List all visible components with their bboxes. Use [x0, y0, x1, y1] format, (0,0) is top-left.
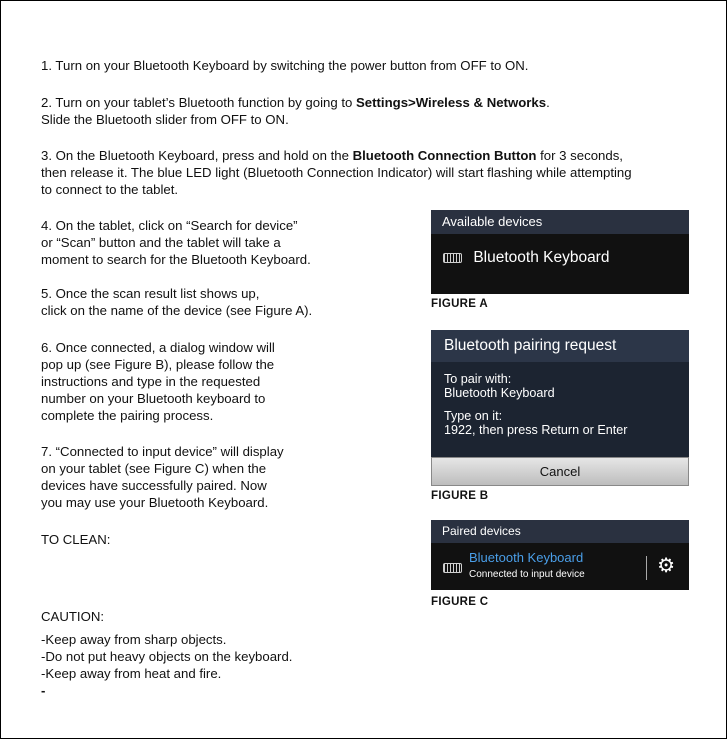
figure-c-panel	[431, 520, 689, 590]
figure-c-status: Connected to input device	[469, 569, 585, 580]
figure-a-device-row[interactable]	[443, 249, 609, 267]
step-4-line-1: 4. On the tablet, click on “Search for device”	[41, 218, 298, 233]
settings-path: Settings>Wireless & Networks	[356, 95, 547, 110]
step-1	[41, 57, 528, 74]
divider	[646, 556, 647, 580]
step-2-period: .	[546, 95, 550, 110]
step-7-line-1: 7. “Connected to input device” will display	[41, 444, 284, 459]
step-3-text: 3. On the Bluetooth Keyboard, press and hold on the	[41, 148, 353, 163]
type-on-it-label: Type on it:	[444, 409, 503, 423]
step-5	[41, 285, 312, 319]
pairing-code: 1922, then press Return or Enter	[444, 423, 628, 437]
step-1-text: 1. Turn on your Bluetooth Keyboard by switching the power button from OFF to ON.	[41, 58, 529, 73]
figure-b-label: FIGURE B	[431, 490, 489, 502]
figure-b-dialog	[431, 330, 689, 486]
figure-b-title: Bluetooth pairing request	[431, 330, 689, 362]
connection-button-name: Bluetooth Connection Button	[352, 148, 537, 163]
step-7-line-4: you may use your Bluetooth Keyboard.	[41, 495, 269, 510]
caution-item: -Keep away from sharp objects.	[41, 632, 227, 647]
figure-a-device-name: Bluetooth Keyboard	[473, 249, 610, 266]
caution-item: -Do not put heavy objects on the keyboard.	[41, 649, 293, 664]
step-4-line-3: moment to search for the Bluetooth Keyboard.	[41, 252, 311, 267]
step-6-line-2: pop up (see Figure B), please follow the	[41, 357, 275, 372]
step-2-text: 2. Turn on your tablet’s Bluetooth function by going to	[41, 95, 356, 110]
step-3	[41, 147, 632, 198]
step-6-line-1: 6. Once connected, a dialog window will	[41, 340, 275, 355]
step-5-line-1: 5. Once the scan result list shows up,	[41, 286, 260, 301]
step-2-line-2: Slide the Bluetooth slider from OFF to ON.	[41, 112, 289, 127]
step-5-line-2: click on the name of the device (see Figure A).	[41, 303, 313, 318]
clean-title: TO CLEAN:	[41, 532, 111, 547]
step-7-line-2: on your tablet (see Figure C) when the	[41, 461, 267, 476]
step-6-line-3: instructions and type in the requested	[41, 374, 261, 389]
figure-a-label: FIGURE A	[431, 298, 488, 310]
step-4	[41, 217, 311, 268]
pair-device-name: Bluetooth Keyboard	[444, 386, 555, 400]
caution-item: -Keep away from heat and fire.	[41, 666, 222, 681]
step-6	[41, 339, 275, 424]
step-4-line-2: or “Scan” button and the tablet will take a	[41, 235, 281, 250]
figure-b-body	[444, 372, 627, 437]
step-6-line-5: complete the pairing process.	[41, 408, 214, 423]
step-6-line-4: number on your Bluetooth keyboard to	[41, 391, 266, 406]
keyboard-icon	[443, 253, 462, 263]
step-7-line-3: devices have successfully paired. Now	[41, 478, 267, 493]
caution-list	[41, 631, 292, 699]
caution-title: CAUTION:	[41, 609, 105, 624]
figure-c-device-name[interactable]: Bluetooth Keyboard	[469, 550, 584, 565]
gear-icon[interactable]: ⚙	[657, 555, 675, 577]
step-2	[41, 94, 550, 128]
figure-c-label: FIGURE C	[431, 596, 489, 608]
keyboard-icon	[443, 563, 462, 573]
figure-a-panel	[431, 210, 689, 294]
pair-with-label: To pair with:	[444, 372, 512, 386]
cancel-button[interactable]: Cancel	[431, 457, 689, 486]
step-7	[41, 443, 284, 511]
figure-a-header: Available devices	[431, 210, 689, 234]
step-3-tail: for 3 seconds,	[536, 148, 623, 163]
caution-item: -	[41, 683, 46, 698]
step-3-line-2: then release it. The blue LED light (Bluetooth Connection Indicator) will start flashing while attempting	[41, 165, 632, 180]
step-3-line-3: to connect to the tablet.	[41, 182, 179, 197]
figure-c-header: Paired devices	[431, 520, 689, 543]
